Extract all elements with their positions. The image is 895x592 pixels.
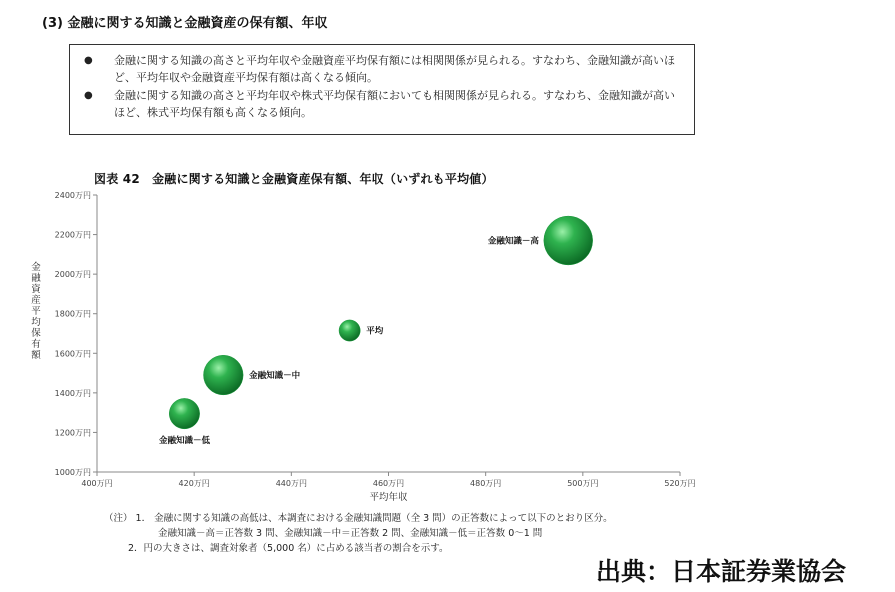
- y-tick-label: 2400万円: [54, 191, 91, 200]
- y-tick-label: 1000万円: [54, 468, 91, 477]
- y-tick-label: 2200万円: [54, 230, 91, 240]
- x-tick-label: 520万円: [664, 479, 696, 488]
- x-tick-label: 400万円: [81, 479, 113, 488]
- x-tick-label: 500万円: [567, 479, 599, 488]
- note-line: 金融知識－高＝正答数 3 問、金融知識－中＝正答数 2 問、金融知識－低＝正答数 0～1 問: [158, 528, 543, 539]
- note-line: （注） 1． 金融に関する知識の高低は、本調査における金融知識問題（全 3 問）の正答数によって以下のとおり区分。: [104, 513, 613, 524]
- x-tick-label: 480万円: [470, 479, 502, 488]
- bubble-label-3: 金融知識－低: [158, 435, 210, 446]
- bubble-point-0: [544, 216, 593, 265]
- chart-notes: [104, 511, 613, 556]
- chart-title: 図表 42 金融に関する知識と金融資産保有額、年収（いずれも平均値）: [94, 172, 494, 186]
- summary-text: 金融に関する知識の高さと平均年収や金融資産平均保有額には相関関係が見られる。すなわち、金融知識が高いほど、平均年収や金融資産平均保有額は高くなる傾向。: [114, 54, 675, 84]
- y-axis-label: 金融資産平均保有額: [31, 262, 41, 361]
- x-tick-label: 460万円: [372, 479, 405, 488]
- bubble-point-3: [169, 398, 199, 428]
- bubble-label-0: 金融知識－高: [487, 236, 539, 247]
- y-tick-label: 1200万円: [54, 428, 91, 438]
- summary-text: 金融に関する知識の高さと平均年収や株式平均保有額においても相関関係が見られる。すなわち、金融知識が高いほど、株式平均保有額も高くなる傾向。: [114, 89, 675, 119]
- bubble-label-2: 金融知識－中: [249, 371, 301, 382]
- source-credit: 出典：日本証券業協会: [596, 557, 847, 586]
- note-line: 2．円の大きさは、調査対象者（5,000 名）に占める該当者の割合を示す。: [128, 543, 449, 554]
- chart-marks: [159, 216, 593, 446]
- chart-axes: [55, 191, 696, 488]
- bullet-icon: ●: [84, 55, 93, 66]
- bubble-point-1: [339, 320, 360, 341]
- section-heading: (3) 金融に関する知識と金融資産の保有額、年収: [42, 16, 328, 31]
- y-tick-label: 1800万円: [54, 309, 91, 319]
- x-tick-label: 420万円: [178, 479, 210, 488]
- bullet-icon: ●: [84, 90, 93, 101]
- bubble-point-2: [204, 355, 244, 395]
- x-axis-label: 平均年収: [369, 492, 408, 503]
- y-tick-label: 2000万円: [54, 270, 91, 280]
- y-tick-label: 1400万円: [54, 388, 91, 398]
- bubble-label-1: 平均: [366, 326, 384, 337]
- x-tick-label: 440万円: [275, 479, 307, 488]
- y-tick-label: 1600万円: [54, 349, 91, 359]
